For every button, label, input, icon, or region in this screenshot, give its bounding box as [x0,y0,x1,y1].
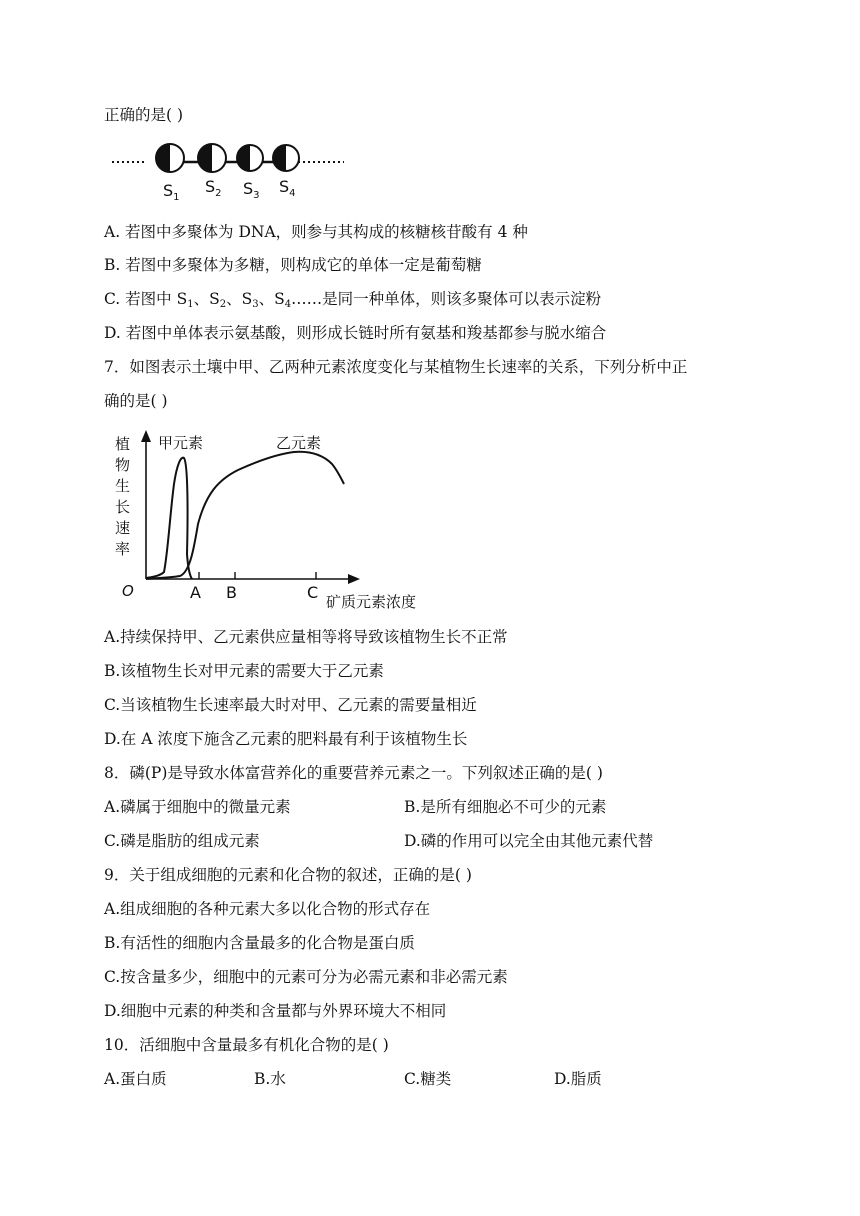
q8-option-b: B.是所有细胞必不可少的元素 [404,798,607,816]
y-title-char: 物 [115,456,131,474]
q7-option-b: B.该植物生长对甲元素的需要大于乙元素 [104,662,384,680]
q10-option-c: C.糖类 [404,1070,452,1088]
q7-stem-line1: 7．如图表示土壤中甲、乙两种元素浓度变化与某植物生长速率的关系，下列分析中正 [104,358,688,376]
q9-stem: 9．关于组成细胞的元素和化合物的叙述，正确的是( ) [104,866,472,884]
q6-option-b: B. 若图中多聚体为多糖，则构成它的单体一定是葡萄糖 [104,256,482,274]
q10-option-d: D.脂质 [554,1070,602,1088]
series-label-yi: 乙元素 [276,434,322,452]
q7-option-d: D.在 A 浓度下施含乙元素的肥料最有利于该植物生长 [104,730,468,748]
monomer-s3 [237,145,263,171]
q8-stem: 8．磷(P)是导致水体富营养化的重要营养元素之一。下列叙述正确的是( ) [104,764,603,782]
q7-option-c: C.当该植物生长速率最大时对甲、乙元素的需要量相近 [104,696,477,714]
q9-option-d: D.细胞中元素的种类和含量都与外界环境大不相同 [104,1002,447,1020]
q10-stem: 10．活细胞中含量最多有机化合物的是( ) [104,1036,389,1054]
x-axis-arrow [348,574,360,584]
series-label-jia: 甲元素 [158,434,204,452]
q7-option-a: A.持续保持甲、乙元素供应量相等将导致该植物生长不正常 [104,628,508,646]
growth-rate-chart [108,424,438,616]
q10-option-b: B.水 [254,1070,286,1088]
q7-stem-line2: 确的是( ) [104,392,168,410]
q9-option-c: C.按含量多少，细胞中的元素可分为必需元素和非必需元素 [104,968,508,986]
q8-option-c: C.磷是脂肪的组成元素 [104,832,260,850]
q6-stem-tail: 正确的是( ) [104,106,184,124]
y-axis-title [115,435,130,558]
y-title-char: 速 [115,519,131,537]
y-title-char: 植 [115,435,131,453]
y-title-char: 长 [115,498,131,516]
y-title-char: 率 [115,540,131,558]
monomer-s2 [198,144,226,172]
q6-option-d: D. 若图中单体表示氨基酸，则形成长链时所有氨基和羧基都参与脱水缩合 [104,324,607,342]
q6-option-a: A. 若图中多聚体为 DNA，则参与其构成的核糖核苷酸有 4 种 [104,223,528,241]
tick-label-a: A [190,583,201,602]
tick-label-c: C [307,583,319,602]
polymer-figure [108,136,358,208]
q8-option-a: A.磷属于细胞中的微量元素 [104,798,291,816]
label-s3: $S_3$ [243,179,260,201]
q9-option-b: B.有活性的细胞内含量最多的化合物是蛋白质 [104,934,415,952]
monomer-s1 [156,144,184,172]
q6-option-c: C. 若图中 $S_1$、$S_2$、$S_3$、$S_4\dots\dots$是同一种单体，则该多聚体可以表示淀粉 [104,290,602,310]
q10-option-a: A.蛋白质 [104,1070,167,1088]
y-title-char: 生 [115,477,131,495]
x-axis-title: 矿质元素浓度 [326,593,417,611]
series-jia-curve [146,458,192,579]
monomer-s4 [273,145,299,171]
q9-option-a: A.组成细胞的各种元素大多以化合物的形式存在 [104,900,431,918]
label-s1: $S_1$ [163,181,180,203]
label-s2: $S_2$ [205,177,222,199]
origin-label: O [122,582,134,600]
label-s4: $S_4$ [279,177,296,199]
tick-label-b: B [226,583,237,602]
y-axis-arrow [141,430,151,442]
q8-option-d: D.磷的作用可以完全由其他元素代替 [404,832,654,850]
